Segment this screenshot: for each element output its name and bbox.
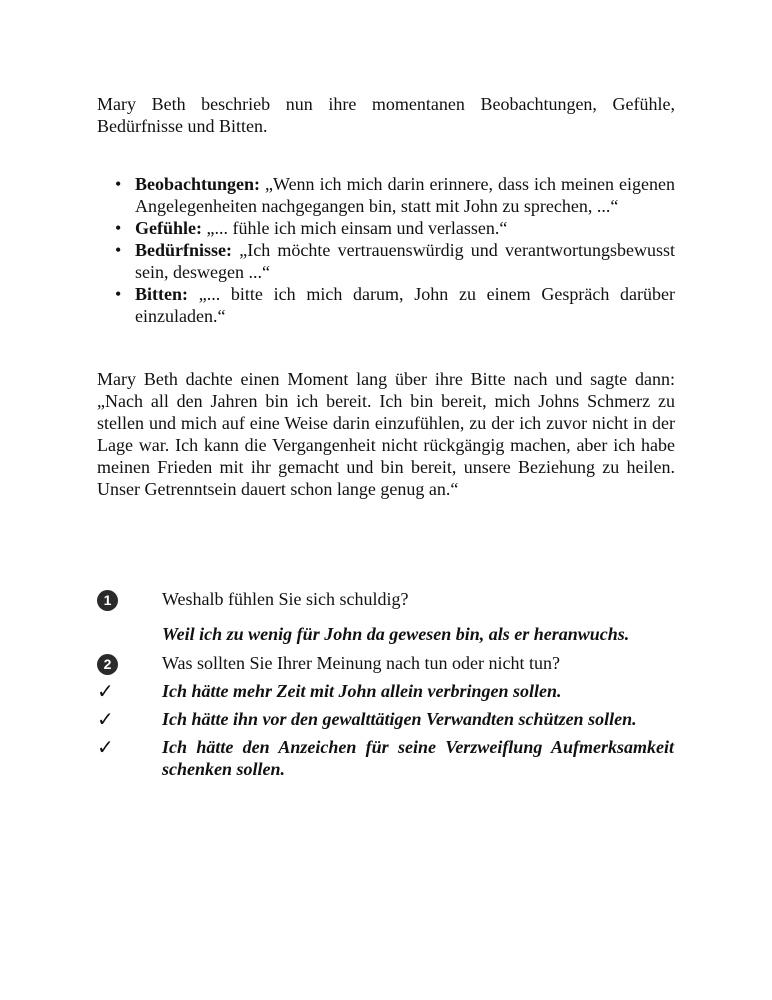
question-2-text: Was sollten Sie Ihrer Meinung nach tun oder nicht tun? <box>162 653 560 673</box>
bullet-text: „Wenn ich mich darin erinnere, dass ich meinen eigenen Angelegenheiten nachgegangen bin, statt mit John zu sprechen, ...“ <box>135 174 675 216</box>
list-item <box>112 173 675 217</box>
list-item <box>112 239 675 283</box>
check-answer-3-text: Ich hätte den Anzeichen für seine Verzweiflung Aufmerksamkeit schenken sollen. <box>162 737 674 779</box>
bullet-label: Bedürfnisse: <box>135 240 233 260</box>
bullet-text: „... bitte ich mich darum, John zu einem Gespräch darüber einzuladen.“ <box>135 284 675 326</box>
bullet-label: Gefühle: <box>135 218 202 238</box>
bullet-label: Bitten: <box>135 284 188 304</box>
checkmark-icon: ✓ <box>97 707 114 731</box>
body-paragraph: Mary Beth dachte einen Moment lang über ihre Bitte nach und sagte dann: „Nach all den Jahren bin ich bereit. Ich bin bereit, mich Johns Schmerz zu stellen und mich auf eine Weise darin einzufühlen, zu der ich zuvor nicht in der Lage war. Ich kann die Vergangenheit nicht rückgängig machen, aber ich habe meinen Frieden mit ihr gemacht und bin bereit, unsere Beziehung zu heilen. Unser Getrenntsein dauert schon lange genug an.“ <box>97 369 675 499</box>
list-item <box>112 283 675 327</box>
bullet-label: Beobachtungen: <box>135 174 261 194</box>
bullet-text: „... fühle ich mich einsam und verlassen.“ <box>202 218 508 238</box>
answer-1-text: Weil ich zu wenig für John da gewesen bin, als er heranwuchs. <box>162 624 630 644</box>
question-1-text: Weshalb fühlen Sie sich schuldig? <box>162 589 409 609</box>
intro-paragraph: Mary Beth beschrieb nun ihre momentanen Beobachtungen, Gefühle, Bedürfnisse und Bitten. <box>97 94 675 136</box>
bullet-text: „Ich möchte vertrauenswürdig und verantwortungsbewusst sein, deswegen ...“ <box>135 240 675 282</box>
check-answer-2-text: Ich hätte ihn vor den gewalttätigen Verwandten schützen sollen. <box>162 709 637 729</box>
nvc-bullet-list <box>112 173 675 327</box>
check-answer-1-text: Ich hätte mehr Zeit mit John allein verbringen sollen. <box>162 681 562 701</box>
number-1-icon: 1 <box>97 590 118 611</box>
checkmark-icon: ✓ <box>97 679 114 703</box>
number-2-icon: 2 <box>97 654 118 675</box>
list-item <box>112 217 675 239</box>
checkmark-icon: ✓ <box>97 735 114 759</box>
